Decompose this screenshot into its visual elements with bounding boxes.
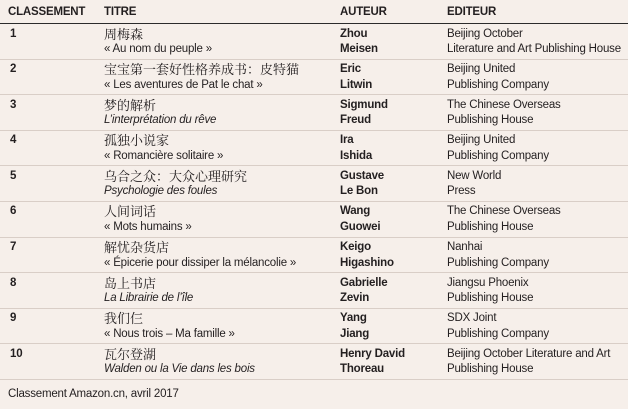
title-chinese: 我们仨 — [104, 311, 144, 327]
author-cell — [340, 276, 447, 308]
title-french: Walden ou la Vie dans les bois — [104, 363, 255, 376]
author-second-line: Freud — [340, 114, 371, 127]
title-chinese: 周梅森 — [104, 26, 144, 42]
author-first-line: Zhou — [340, 27, 368, 40]
author-cell — [340, 98, 447, 130]
title-french: La Librairie de l’île — [104, 292, 194, 305]
title-cell — [104, 240, 340, 272]
title-chinese: 瓦尔登湖 — [104, 346, 157, 362]
author-first-line: Eric — [340, 63, 361, 76]
rank-number: 4 — [10, 134, 17, 147]
table-body — [0, 24, 628, 380]
title-chinese: 乌合之众：大众心理研究 — [104, 168, 248, 184]
title-french: « Nous trois – Ma famille » — [104, 327, 235, 340]
source-note: Classement Amazon.cn, avril 2017 — [8, 388, 179, 400]
title-cell — [104, 27, 340, 59]
table-header — [0, 0, 628, 24]
publisher-first-line: Nanhai — [447, 241, 483, 254]
author-second-line: Jiang — [340, 327, 370, 340]
title-french: « Épicerie pour dissiper la mélancolie » — [104, 256, 297, 269]
publisher-second-line: Publishing House — [447, 363, 534, 376]
author-first-line: Wang — [340, 205, 371, 218]
author-second-line: Le Bon — [340, 185, 378, 198]
publisher-second-line: Publishing Company — [447, 78, 549, 91]
header-rank: CLASSEMENT — [8, 6, 86, 18]
author-cell — [340, 133, 447, 165]
table-row — [0, 95, 628, 131]
publisher-cell — [447, 62, 628, 94]
publisher-second-line: Publishing Company — [447, 327, 549, 340]
publisher-first-line: New World — [447, 169, 502, 182]
author-cell — [340, 311, 447, 343]
title-french: « Les aventures de Pat le chat » — [104, 78, 263, 91]
rank-number: 2 — [10, 63, 17, 76]
title-cell — [104, 133, 340, 165]
rank-number: 10 — [10, 347, 23, 360]
author-cell — [340, 347, 447, 379]
header-author: AUTEUR — [340, 6, 387, 18]
author-second-line: Zevin — [340, 292, 370, 305]
title-french: L’interprétation du rêve — [104, 114, 217, 127]
author-second-line: Litwin — [340, 78, 373, 91]
publisher-second-line: Publishing House — [447, 292, 534, 305]
rank-number: 6 — [10, 205, 17, 218]
title-chinese: 孤独小说家 — [104, 133, 170, 149]
title-french: « Mots humains » — [104, 220, 192, 233]
table-row — [0, 60, 628, 96]
title-chinese: 岛上书店 — [104, 275, 157, 291]
publisher-first-line: Beijing United — [447, 134, 516, 147]
table-row — [0, 309, 628, 345]
title-french: « Au nom du peuple » — [104, 43, 212, 55]
author-cell — [340, 62, 447, 94]
table-row — [0, 166, 628, 202]
publisher-cell — [447, 133, 628, 165]
author-second-line: Meisen — [340, 43, 378, 55]
rank-number: 1 — [10, 27, 17, 40]
publisher-second-line: Publishing House — [447, 114, 534, 127]
title-french: « Romancière solitaire » — [104, 149, 224, 162]
author-second-line: Ishida — [340, 149, 373, 162]
author-first-line: Gabrielle — [340, 276, 388, 289]
title-french: Psychologie des foules — [104, 185, 218, 198]
title-cell — [104, 276, 340, 308]
author-cell — [340, 27, 447, 59]
title-cell — [104, 169, 340, 201]
publisher-first-line: Beijing October — [447, 27, 523, 40]
author-first-line: Henry David — [340, 347, 405, 360]
publisher-second-line: Publishing House — [447, 220, 534, 233]
rank-number: 9 — [10, 312, 17, 325]
table-row — [0, 24, 628, 60]
title-cell — [104, 347, 340, 379]
title-cell — [104, 204, 340, 236]
title-cell — [104, 98, 340, 130]
publisher-first-line: Beijing United — [447, 63, 516, 76]
header-publisher: EDITEUR — [447, 6, 497, 18]
rank-number: 3 — [10, 98, 17, 111]
rank-number: 5 — [10, 169, 17, 182]
rank-number: 7 — [10, 241, 17, 254]
table-row — [0, 202, 628, 238]
table-row — [0, 273, 628, 309]
publisher-first-line: The Chinese Overseas — [447, 205, 561, 218]
author-second-line: Thoreau — [340, 363, 384, 376]
publisher-cell — [447, 311, 628, 343]
publisher-second-line: Publishing Company — [447, 149, 549, 162]
title-cell — [104, 311, 340, 343]
author-second-line: Guowei — [340, 220, 381, 233]
publisher-cell — [447, 98, 628, 130]
publisher-cell — [447, 347, 628, 379]
publisher-first-line: Beijing October Literature and Art — [447, 347, 611, 360]
title-cell — [104, 62, 340, 94]
title-chinese: 宝宝第一套好性格养成书：皮特猫 — [104, 62, 300, 78]
author-cell — [340, 169, 447, 201]
table-row — [0, 344, 628, 380]
author-cell — [340, 240, 447, 272]
author-first-line: Ira — [340, 134, 354, 147]
author-second-line: Higashino — [340, 256, 394, 269]
publisher-second-line: Literature and Art Publishing House — [447, 43, 621, 55]
author-first-line: Gustave — [340, 169, 384, 182]
publisher-first-line: The Chinese Overseas — [447, 98, 561, 111]
publisher-cell — [447, 204, 628, 236]
author-first-line: Yang — [340, 312, 367, 325]
table-row — [0, 238, 628, 274]
publisher-cell — [447, 276, 628, 308]
table-row — [0, 131, 628, 167]
publisher-first-line: SDX Joint — [447, 312, 497, 325]
publisher-second-line: Publishing Company — [447, 256, 549, 269]
author-first-line: Sigmund — [340, 98, 388, 111]
publisher-cell — [447, 169, 628, 201]
title-chinese: 人间词话 — [104, 204, 157, 220]
publisher-first-line: Jiangsu Phoenix — [447, 276, 529, 289]
author-first-line: Keigo — [340, 241, 371, 254]
title-chinese: 梦的解析 — [104, 97, 157, 113]
rank-number: 8 — [10, 276, 17, 289]
publisher-second-line: Press — [447, 185, 476, 198]
header-title: TITRE — [104, 6, 137, 18]
publisher-cell — [447, 27, 628, 59]
author-cell — [340, 204, 447, 236]
publisher-cell — [447, 240, 628, 272]
title-chinese: 解忧杂货店 — [104, 240, 170, 256]
